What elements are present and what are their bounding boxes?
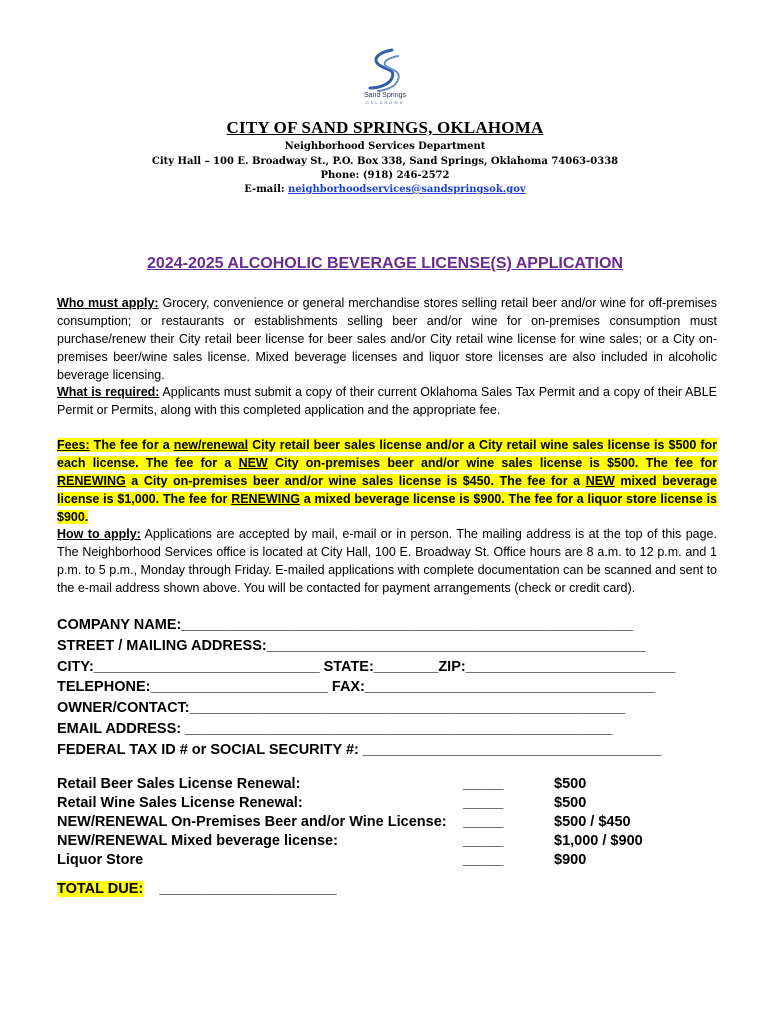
- logo-name: Sand Springs: [363, 92, 407, 99]
- how-to-apply-label: How to apply:: [57, 527, 141, 541]
- fees-text-6: a mixed beverage license is $900. The fee for a liquor store license is $900.: [57, 492, 717, 524]
- license-quantity-blank[interactable]: _____: [463, 852, 504, 868]
- license-quantity-blank[interactable]: _____: [463, 795, 504, 811]
- fees-text-4: a City on-premises beer and/or wine sales license is $450. The fee for a: [125, 474, 586, 488]
- city-logo: [345, 46, 425, 120]
- license-label: Liquor Store: [57, 852, 144, 868]
- fees-renewing-1: RENEWING: [57, 474, 126, 488]
- total-due-blank[interactable]: ______________________: [159, 881, 337, 897]
- telephone-fax-field[interactable]: TELEPHONE:______________________ FAX:____________________________________: [57, 679, 656, 696]
- city-title: CITY OF SAND SPRINGS, OKLAHOMA: [226, 118, 544, 137]
- license-quantity-blank[interactable]: _____: [463, 776, 504, 792]
- fees-text-3: City on-premises beer and/or wine sales license is $500. The fee for: [267, 456, 717, 470]
- license-amount: $500 / $450: [554, 814, 631, 830]
- license-amount: $900: [554, 852, 587, 868]
- phone-number: Phone: (918) 246-2572: [320, 170, 450, 181]
- how-to-apply-text: Applications are accepted by mail, e-mail or in person. The mailing address is at the top of this page. The Neighborhood Services office is located at City Hall, 100 E. Broadway St. Office hours are 8 a.m. to 12 p.m. and 1 p.m. to 5 p.m., Monday through Friday. E-mailed applications with complete documentation can be scanned and sent to the e-mail address shown above. You will be contacted for payment arrangements (check or credit card).: [57, 527, 717, 595]
- sand-springs-logo-icon: [362, 46, 408, 94]
- company-name-field[interactable]: COMPANY NAME:________________________________________________________: [57, 617, 633, 633]
- what-is-required-paragraph: [57, 383, 717, 419]
- license-row: [57, 794, 657, 813]
- fees-renewing-2: RENEWING: [231, 492, 300, 506]
- license-label: NEW/RENEWAL Mixed beverage license:: [57, 833, 338, 849]
- who-must-apply-paragraph: [57, 294, 717, 384]
- license-row: [57, 813, 657, 832]
- fees-label: Fees:: [57, 438, 90, 452]
- fees-text-5: mixed beverage license is $1,000. The fee for: [57, 474, 717, 506]
- license-row: [57, 775, 657, 794]
- fees-text-2: City retail beer sales license and/or a City retail wine sales license is $500 for each license. The fee for a: [57, 438, 717, 470]
- license-amount: $500: [554, 795, 587, 811]
- license-quantity-blank[interactable]: _____: [463, 814, 504, 830]
- application-title: 2024-2025 ALCOHOLIC BEVERAGE LICENSE(S) APPLICATION: [147, 255, 623, 272]
- applicant-fields: [57, 615, 717, 761]
- license-fee-list: [57, 775, 657, 870]
- city-hall-address: City Hall – 100 E. Broadway St., P.O. Box 338, Sand Springs, Oklahoma 74063-0338: [151, 156, 619, 167]
- street-address-field[interactable]: STREET / MAILING ADDRESS:_______________________________________________: [57, 637, 646, 654]
- fees-new-renewal: new/renewal: [173, 438, 249, 452]
- total-due: [57, 881, 337, 897]
- license-row: [57, 832, 657, 851]
- license-label: Retail Wine Sales License Renewal:: [57, 795, 303, 811]
- license-label: NEW/RENEWAL On-Premises Beer and/or Wine License:: [57, 814, 447, 830]
- fees-new-2: NEW: [585, 474, 615, 488]
- email-line: [0, 184, 770, 195]
- total-due-label: TOTAL DUE:: [57, 881, 144, 897]
- city-state-zip-field[interactable]: CITY:____________________________ STATE:________ZIP:__________________________: [57, 658, 676, 675]
- who-must-apply-label: Who must apply:: [57, 296, 159, 310]
- license-amount: $500: [554, 776, 587, 792]
- fees-text-1: The fee for a: [89, 438, 174, 452]
- fees-paragraph: [57, 436, 717, 526]
- owner-contact-field[interactable]: OWNER/CONTACT:______________________________________________________: [57, 700, 626, 717]
- what-is-required-text: Applicants must submit a copy of their current Oklahoma Sales Tax Permit and a copy of their ABLE Permit or Permits, along with this completed application and the appropriate fee.: [57, 385, 717, 417]
- department-name: Neighborhood Services Department: [284, 141, 486, 152]
- email-label: E-mail:: [244, 184, 289, 195]
- license-row: [57, 851, 657, 870]
- license-label: Retail Beer Sales License Renewal:: [57, 776, 301, 792]
- what-is-required-label: What is required:: [57, 385, 160, 399]
- license-quantity-blank[interactable]: _____: [463, 833, 504, 849]
- who-must-apply-text: Grocery, convenience or general merchandise stores selling retail beer and/or wine for off-premises consumption; or restaurants or establishments selling beer and/or wine for on-premises consumption must purchase/renew their City retail beer license for beer sales and/or City retail wine license for wine sales; or a City on-premises beer/wine sales license. Mixed beverage licenses and liquor store licenses are also included in alcoholic beverage licensing.: [57, 296, 717, 382]
- logo-subtitle: OKLAHOMA: [365, 100, 405, 105]
- federal-tax-id-field[interactable]: FEDERAL TAX ID # or SOCIAL SECURITY #: _____________________________________: [57, 741, 662, 758]
- email-link[interactable]: neighborhoodservices@sandspringsok.gov: [288, 184, 526, 195]
- how-to-apply-paragraph: [57, 525, 717, 597]
- email-address-field[interactable]: EMAIL ADDRESS: _____________________________________________________: [57, 720, 613, 737]
- license-amount: $1,000 / $900: [554, 833, 643, 849]
- fees-new-1: NEW: [238, 456, 268, 470]
